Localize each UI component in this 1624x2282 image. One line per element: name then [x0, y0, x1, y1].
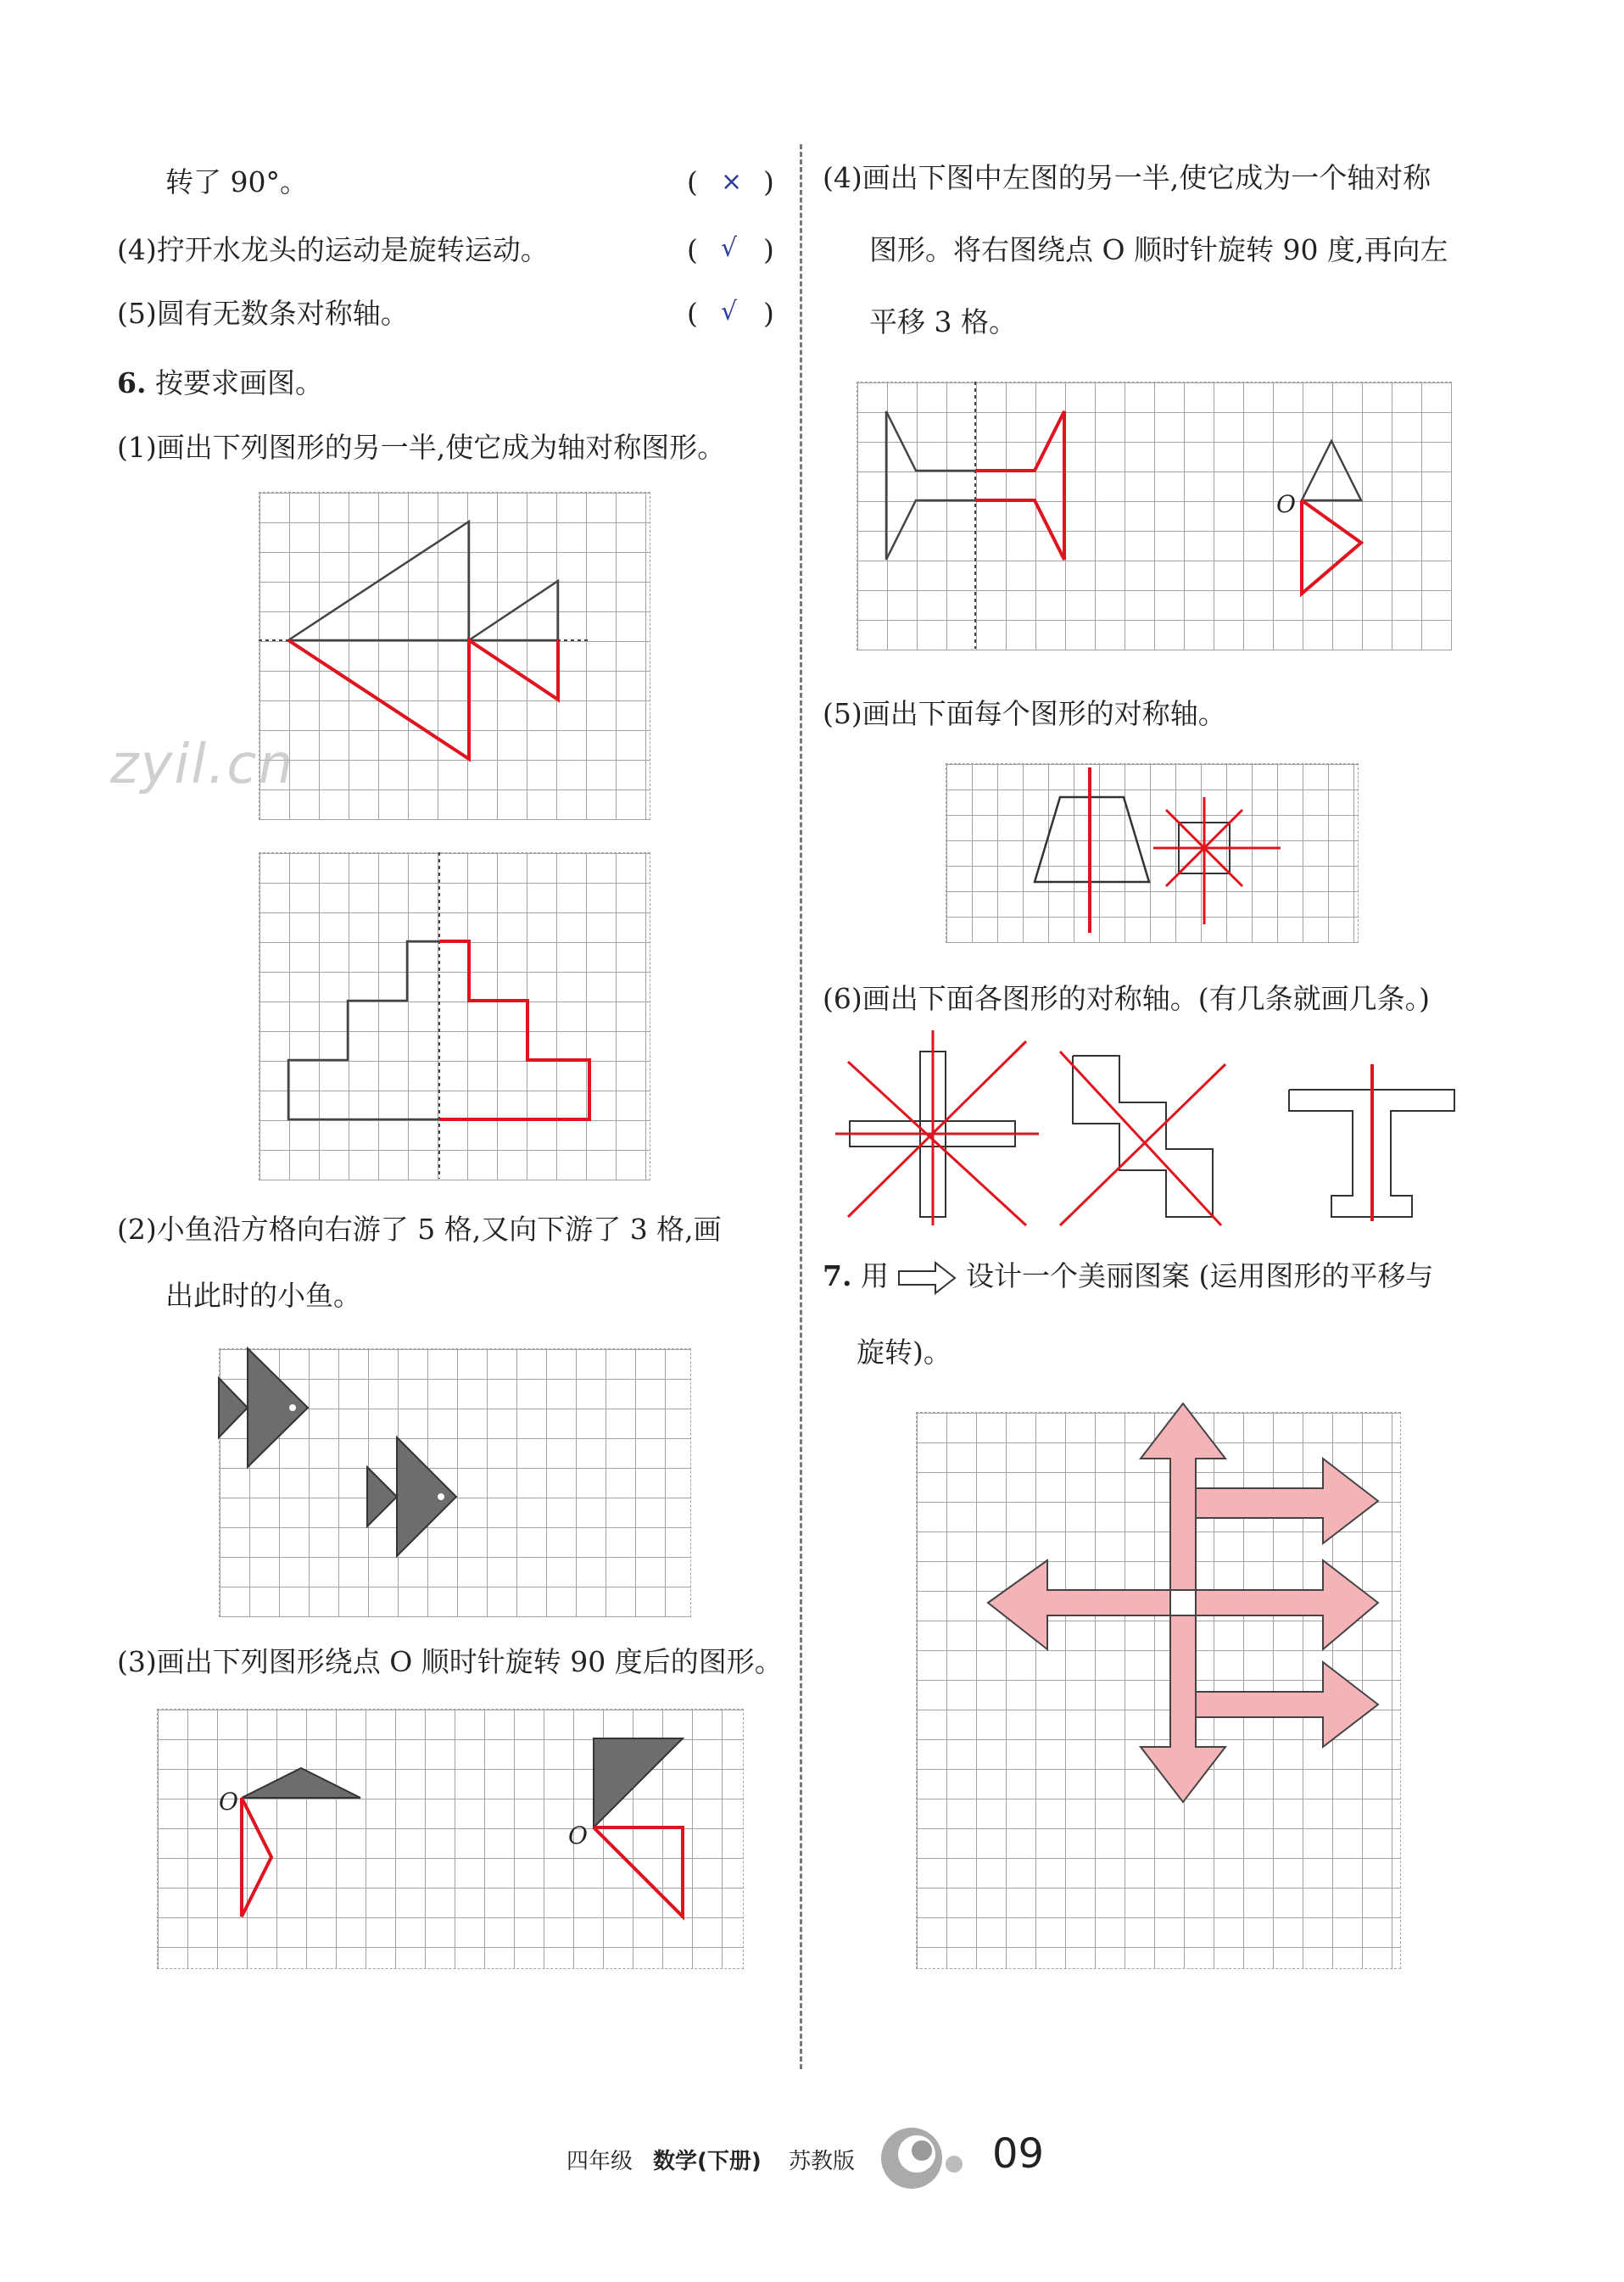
- paren-open: (: [687, 165, 698, 198]
- paren-open: (: [687, 297, 698, 330]
- q6-2-text-line2: 出此时的小鱼。: [165, 1279, 361, 1312]
- q6-1-text: (1)画出下列图形的另一半,使它成为轴对称图形。: [117, 431, 726, 464]
- q6-4-text-line2: 图形。将右图绕点 O 顺时针旋转 90 度,再向左: [869, 233, 1448, 266]
- answer-mark: ×: [721, 167, 743, 197]
- point-o-label: O: [1276, 490, 1296, 518]
- question-number: 6.: [117, 366, 147, 399]
- q7-text-post: 设计一个美丽图案 (运用图形的平移与: [965, 1259, 1434, 1292]
- answer-mark: √: [721, 297, 738, 326]
- footer-logo-icon: [878, 2120, 979, 2196]
- item-5-text: (5)圆有无数条对称轴。: [117, 297, 409, 330]
- paren-open: (: [687, 233, 698, 266]
- q6-3-text: (3)画出下列图形绕点 O 顺时针旋转 90 度后的图形。: [117, 1645, 783, 1678]
- q7-text-pre: 用: [860, 1259, 889, 1292]
- q6-6-text: (6)画出下面各图形的对称轴。(有几条就画几条。): [823, 982, 1430, 1015]
- paren-close: ): [763, 165, 774, 198]
- q6-5-text: (5)画出下面每个图形的对称轴。: [823, 697, 1226, 730]
- question-number: 7.: [823, 1259, 852, 1292]
- answer-mark: √: [721, 233, 738, 263]
- q6-4-text-line3: 平移 3 格。: [869, 305, 1017, 338]
- footer-subject: 数学(下册): [653, 2149, 762, 2174]
- footer-grade: 四年级: [566, 2149, 633, 2174]
- item-4-text: (4)拧开水龙头的运动是旋转运动。: [117, 233, 549, 266]
- watermark-text: zyil.cn: [110, 734, 295, 796]
- q6-4-text-line1: (4)画出下图中左图的另一半,使它成为一个轴对称: [823, 161, 1431, 194]
- question-7-line2: 旋转)。: [857, 1336, 952, 1369]
- paren-close: ): [763, 297, 774, 330]
- question-text: 按要求画图。: [154, 366, 323, 399]
- rotate-line-text: 转了 90°。: [165, 165, 308, 198]
- point-o-label: O: [568, 1822, 588, 1850]
- point-o-label: O: [219, 1788, 238, 1816]
- page-number: 09: [992, 2130, 1045, 2178]
- q6-2-text-line1: (2)小鱼沿方格向右游了 5 格,又向下游了 3 格,画: [117, 1213, 722, 1246]
- footer-edition: 苏教版: [789, 2149, 856, 2174]
- paren-close: ): [763, 233, 774, 266]
